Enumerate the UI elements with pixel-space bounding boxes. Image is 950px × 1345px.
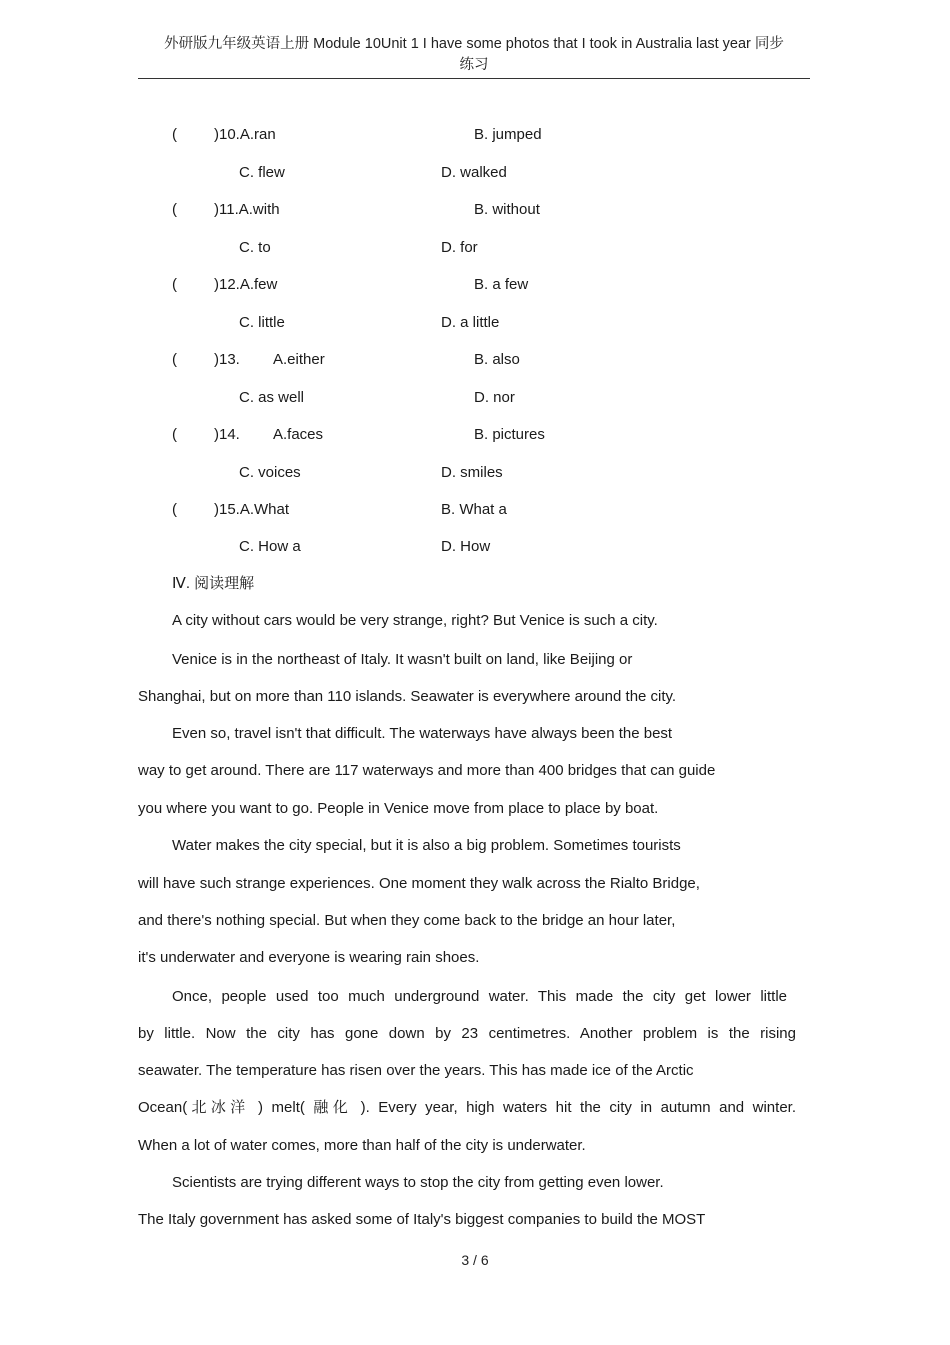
question-15-option-a: )15.A.What — [214, 501, 290, 518]
question-14-option-b: B. pictures — [474, 426, 545, 443]
page-header — [138, 34, 810, 76]
question-12-option-a: )12.A.few — [214, 276, 278, 293]
question-15-option-c: C. How a — [239, 538, 301, 555]
answer-bracket: ( — [172, 351, 177, 368]
answer-bracket: ( — [172, 501, 177, 518]
question-12-option-c: C. little — [239, 314, 285, 331]
question-14-option-c: C. voices — [239, 464, 301, 481]
question-11-option-a: )11.A.with — [214, 201, 280, 218]
answer-bracket: ( — [172, 201, 177, 218]
answer-bracket: ( — [172, 126, 177, 143]
question-15-option-d: D. How — [441, 538, 491, 555]
question-13-option-a: A.either — [273, 351, 325, 368]
answer-bracket: ( — [172, 276, 177, 293]
question-10-option-a: )10.A.ran — [214, 126, 276, 143]
passage-line: Venice is in the northeast of Italy. It wasn't built on land, like Beijing or — [172, 651, 633, 668]
passage-line: Scientists are trying different ways to stop the city from getting even lower. — [172, 1174, 664, 1191]
section-heading: Ⅳ. 阅读理解 — [172, 575, 255, 592]
passage-line: by little. Now the city has gone down by 23 centimetres. Another problem is the rising — [138, 1025, 796, 1042]
question-11-option-c: C. to — [239, 239, 271, 256]
question-10-option-b: B. jumped — [474, 126, 542, 143]
passage-line: Once, people used too much underground water. This made the city get lower little — [172, 988, 787, 1005]
passage-line: will have such strange experiences. One moment they walk across the Rialto Bridge, — [138, 875, 700, 892]
passage-line: Shanghai, but on more than 110 islands. Seawater is everywhere around the city. — [138, 688, 677, 705]
passage-line: Ocean(北冰洋 ) melt( 融化 ). Every year, high waters hit the city in autumn and winter. — [138, 1099, 796, 1116]
question-13-option-d: D. nor — [474, 389, 515, 406]
question-10-option-c: C. flew — [239, 164, 285, 181]
question-13-option-c: C. as well — [239, 389, 305, 406]
question-11-option-b: B. without — [474, 201, 540, 218]
passage-line: you where you want to go. People in Venice move from place to place by boat. — [138, 800, 659, 817]
question-15-option-b: B. What a — [441, 501, 507, 518]
passage-line: way to get around. There are 117 waterways and more than 400 bridges that can guide — [138, 762, 716, 779]
passage-line: The Italy government has asked some of Italy's biggest companies to build the MOST — [138, 1211, 706, 1228]
passage-line: seawater. The temperature has risen over the years. This has made ice of the Arctic — [138, 1062, 694, 1079]
header-line-1: 外研版九年级英语上册 Module 10Unit 1 I have some photos that I took in Australia last year 同步 — [164, 36, 784, 52]
passage-line: and there's nothing special. But when they come back to the bridge an hour later, — [138, 912, 676, 929]
passage-line: it's underwater and everyone is wearing rain shoes. — [138, 949, 480, 966]
passage-line: When a lot of water comes, more than half of the city is underwater. — [138, 1137, 586, 1154]
answer-bracket: ( — [172, 426, 177, 443]
passage-line: Even so, travel isn't that difficult. The waterways have always been the best — [172, 725, 673, 742]
question-13-number: )13. — [214, 351, 240, 368]
question-12-option-d: D. a little — [441, 314, 500, 331]
question-10-option-d: D. walked — [441, 164, 507, 181]
header-line-2: 练习 — [459, 57, 489, 73]
passage-line: A city without cars would be very strange, right? But Venice is such a city. — [172, 612, 658, 629]
question-14-option-a: A.faces — [273, 426, 324, 443]
header-divider — [138, 78, 810, 79]
passage-line: Water makes the city special, but it is also a big problem. Sometimes tourists — [172, 837, 681, 854]
page-number: 3 / 6 — [461, 1252, 489, 1268]
question-13-option-b: B. also — [474, 351, 520, 368]
question-14-number: )14. — [214, 426, 240, 443]
question-11-option-d: D. for — [441, 239, 478, 256]
question-14-option-d: D. smiles — [441, 464, 503, 481]
question-12-option-b: B. a few — [474, 276, 529, 293]
